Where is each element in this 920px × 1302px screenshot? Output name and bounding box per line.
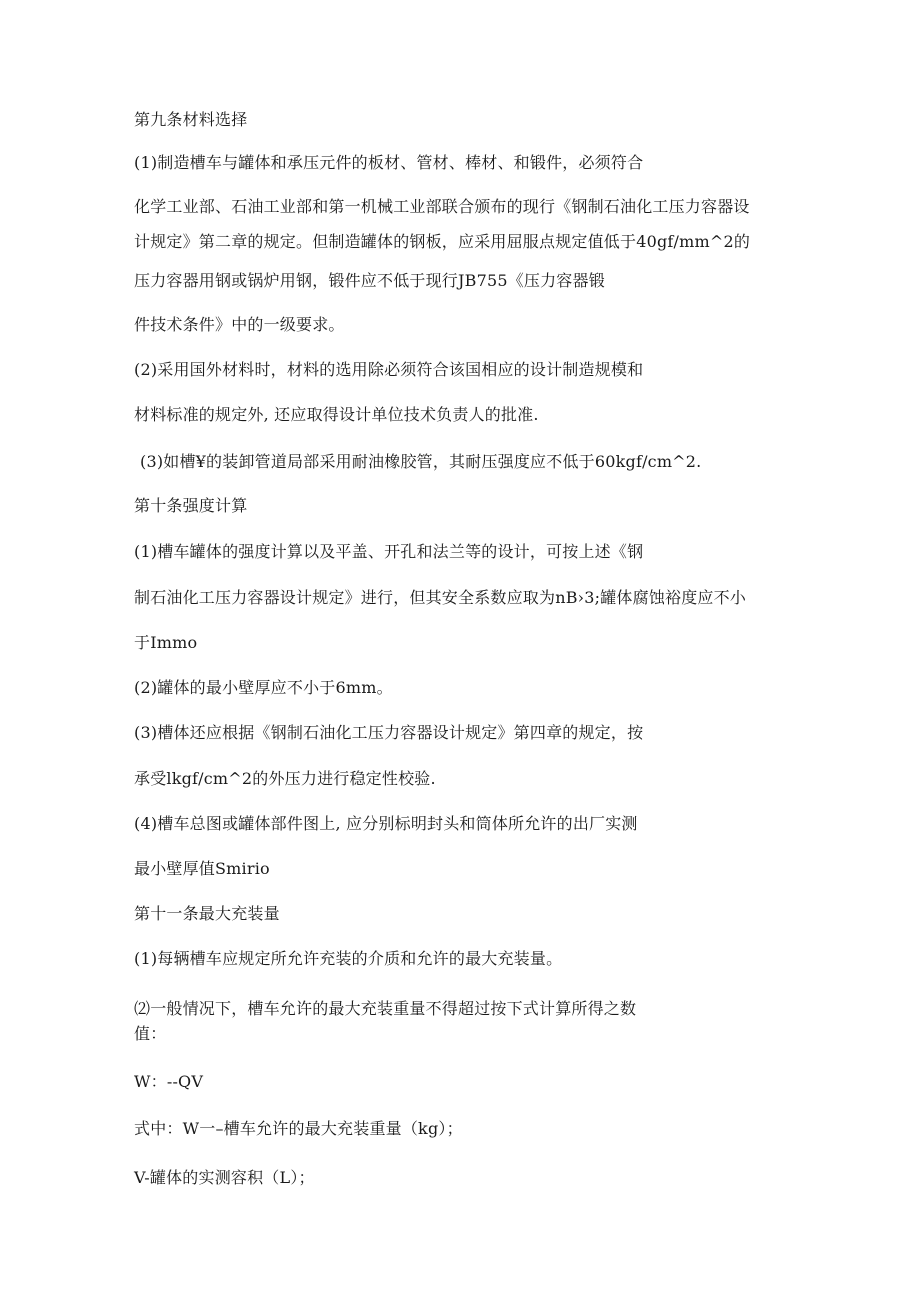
paragraph-line: (1)每辆槽车应规定所允许充装的介质和允许的最大充装量。 xyxy=(134,949,563,968)
paragraph-line: 计规定》第二章的规定。但制造罐体的钢板，应采用屈服点规定值低于40gf/mm^2的 xyxy=(134,232,751,251)
paragraph-line: (3)如槽¥的装卸管道局部采用耐油橡胶管，其耐压强度应不低于60kgf/cm^2. xyxy=(140,452,702,471)
formula-line: W：--QV xyxy=(134,1072,204,1091)
paragraph-line: 件技术条件》中的一级要求。 xyxy=(134,315,345,334)
paragraph-line: V-罐体的实测容积（L）； xyxy=(134,1168,315,1187)
paragraph-line: (1)槽车罐体的强度计算以及平盖、开孔和法兰等的设计，可按上述《钢 xyxy=(134,542,644,561)
heading-article-9: 第九条材料选择 xyxy=(134,110,248,129)
heading-article-10: 第十条强度计算 xyxy=(134,496,248,515)
paragraph-line: ⑵一般情况下，槽车允许的最大充装重量不得超过按下式计算所得之数 xyxy=(134,999,637,1018)
heading-article-11: 第十一条最大充装量 xyxy=(134,904,280,923)
paragraph-line: 制石油化工压力容器设计规定》进行，但其安全系数应取为nB›3;罐体腐蚀裕度应不小 xyxy=(134,588,747,607)
paragraph-line: (2)采用国外材料时，材料的选用除必须符合该国相应的设计制造规模和 xyxy=(134,360,644,379)
paragraph-line: 化学工业部、石油工业部和第一机械工业部联合颁布的现行《钢制石油化工压力容器设 xyxy=(134,197,750,216)
paragraph-line: (1)制造槽车与罐体和承压元件的板材、管材、棒材、和锻件，必须符合 xyxy=(134,153,644,172)
paragraph-line: 于Immo xyxy=(134,633,198,652)
paragraph-line: (2)罐体的最小壁厚应不小于6mm。 xyxy=(134,678,393,697)
paragraph-line: 承受lkgf/cm^2的外压力进行稳定性校验. xyxy=(134,769,436,788)
paragraph-line: (3)槽体还应根据《钢制石油化工压力容器设计规定》第四章的规定，按 xyxy=(134,723,644,742)
paragraph-line: 压力容器用钢或锅炉用钢，锻件应不低于现行JB755《压力容器锻 xyxy=(134,271,605,290)
paragraph-line: (4)槽车总图或罐体部件图上, 应分别标明封头和筒体所允许的出厂实测 xyxy=(134,814,638,833)
paragraph-line: 材料标准的规定外, 还应取得设计单位技术负责人的批准. xyxy=(134,405,539,424)
paragraph-line: 式中：W一–槽车允许的最大充装重量（kg）； xyxy=(134,1119,463,1138)
paragraph-line: 值： xyxy=(134,1024,167,1043)
paragraph-line: 最小壁厚值Smirio xyxy=(134,859,270,878)
